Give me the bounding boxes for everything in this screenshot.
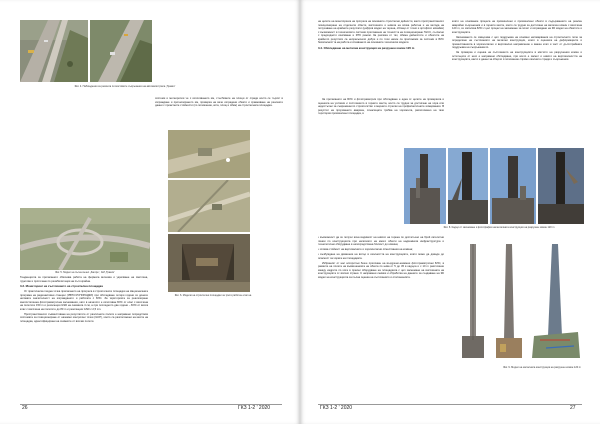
right-column-1-top	[318, 20, 444, 94]
right-page-number: 27	[570, 405, 576, 411]
right-col2-paragraph-3: За проверка и оценка на състоянието на конструкцията в мястото на разрушения комин и остатъците от него е направено обследване, при което е заснет и нивото на вертикалността на конструкцията, както и данни за общото ѝ положение спрямо околните сгради и съоръжения.	[452, 51, 582, 62]
chimney-model-view-2	[492, 240, 526, 364]
right-page	[300, 0, 600, 424]
fig8-caption: Фиг. 8. Кадър от заснемане и фотографии на металната конструкция на разрушен комин 120 m	[443, 226, 555, 229]
right-col1-paragraph-top: на целите на мониторинга на прогреса на основните строителни дейности, както пространственото позициониране на отделните обекти, височините и нивата на всяка работна и на метода на получаване на крайните резултати (цифров модел на терена, облаци от точки и ортофото мозайки) с възможност в техническите системи приложение на точността на позициониране ГНСС, съгласно с предходното изискване и RTK режим. За разлика от тях, обема дейностите и обектите на крайното резултати са непрекъснато добри и по този начин са приложими за системи в БЛС безопасността на работа и спазването на основните технически модели.	[318, 20, 444, 44]
fig8-photo-4	[538, 148, 584, 224]
interchange-model-image	[20, 208, 150, 270]
section-heading-3-4: 3.4. Обследване на метална конструкция на разрушен комин 120 m	[318, 45, 415, 50]
bridge-aerial-image	[20, 20, 88, 82]
right-footer-rule	[318, 404, 582, 405]
fig6-photo-2	[168, 180, 250, 232]
fig8-photo-2	[448, 148, 488, 224]
fig8-photo-1	[404, 148, 446, 224]
fig4-photo-left	[20, 20, 88, 82]
fig9-model-3	[530, 240, 582, 364]
fig9-caption: Фиг. 9. Модел на металната конструкция на разрушен комин 120 m	[503, 366, 581, 369]
construction-site-image-3	[168, 234, 250, 292]
fig6-photo-1	[168, 130, 250, 178]
section-3-3-paragraph-1: От практическа гледна точка прилагането на прогреса в строителните площадки на Националната програма на радиоактивни станции (УВПС/УСПОРАДКИ) при обследване четири години се донесе неговата значителност на изграждането и работата с БЛС. За територията за реализиране многостепенна фотограметрична заснемания, като в началото е използван БЛС от клас с височина на полетите 150 m и резолюция GSD на снимката 4 см, а при последното две години – БЛС от висок клас с височина на полетите до 80 m и резолюция GSD с 2,5 cm.	[20, 290, 148, 311]
construction-site-image-1	[168, 130, 250, 178]
left-journal-title: ГКЗ 1-2 ' 2020	[238, 405, 271, 411]
chimney-model-view-1	[458, 240, 488, 364]
right-column-1-lower	[318, 236, 444, 390]
left-intro-paragraph: Тенденцията за прилагането обяснява работа на ферматa включва и укрепване на светлина, грунтове и протичане по рехабилитация на пътя крайна.	[20, 276, 148, 283]
fig9-model-2	[492, 240, 526, 364]
right-col1-paragraph-mid: За прилагането на БЛС и фотограметрия при обследване е една от целите на проверката и оценката на условия и состоянието в горните места, които са трудни за достигане на хора или недостъпни за съвременното строителство и мерните стрелки на профилактичните измервания. В резултат на проучването авариен, отнасящата трябва на хоризонта, разположено на тази територия промишлени площадка, в	[318, 98, 444, 115]
highway-aerial-image	[90, 20, 152, 82]
fig5-image	[20, 208, 150, 270]
section-3-3-paragraph-2: Пространственото съвместяване на резултатите от различните полети е направено посредством системата за позициониране от наземни контролни точки (GCP), които са разположени на места на площадка, идентифицирани на снимките от всички полети.	[20, 312, 148, 323]
right-column-2	[452, 20, 582, 144]
left-page-right-column-text	[155, 97, 283, 127]
right-col2-paragraph-1: която на основание процеса на промишлени и промишлени обекти в съдържанието на реален аварийни съоръжения и в горните места, които са трудни за достигане на метален комин с височина 120 m, се използва БЛС с цел процес на заснемане за полет и изграждане на 3D модел на обектите и конструкцията.	[452, 20, 582, 34]
fig6-photo-3	[168, 234, 250, 292]
right-column-1-middle	[318, 98, 444, 144]
mid-column-paragraph: системи и метеоролоя че с използването им, стълбовете на площи от сгради които се търсят в изграждане и прогнозирането им, проверка на вече изградени обекти и сравняване на реалните данни с проектните стойности (по положение, кота, площ и обем) на строителната площадка.	[155, 97, 283, 107]
section-heading-3-3: 3.3. Мониторинг на състоянието на строителна площадка	[20, 284, 103, 288]
fig4-caption: Фиг. 4. Наблюдения за ремонта по мостовите съоръжения на автомагистрала „Тракия“	[74, 85, 176, 88]
fig4-photo-right	[90, 20, 152, 82]
bullet-2: • голяма стойност на вертикалните и хоризонтални отмествания на комина;	[318, 248, 413, 252]
chimney-photo-1	[404, 148, 446, 224]
fig5-caption: Фиг. 5. Модел на пътен възел „Загоре“, АМ „Тракия“	[55, 271, 115, 274]
left-column-lower	[20, 276, 148, 390]
chimney-photo-2	[448, 148, 488, 224]
bullet-1: • възможност да се получи ясна видимост на нивото на терена по достатъчно на брой сателитни линии по конструкцията при наличието на много обекти на надземната инфраструктура и технологично оборудване в непосредствена близост до комина;	[318, 236, 444, 246]
right-col1-closing-paragraph: Избраният от нас алгоритъм беше приложен на въздушно-наземни фотограметрични БЛС, в рамките на полета на възвишенията на обекта по нива от 5 до 45 в кадъра и с 10 m разстояние между кадрите по кота в пресни оборудване на площадката с цел заснемане на височината на конструкцията от всички страни. С направени снимки и обработка на данните за създаване на 3D модел на конструкцията за пълна оценка на състоянието и отклоненията.	[318, 261, 444, 279]
left-footer-rule	[20, 404, 282, 405]
construction-site-image-2	[168, 180, 250, 232]
right-journal-title: ГКЗ 1-2 ' 2020	[320, 405, 353, 411]
chimney-model-view-3	[530, 240, 582, 364]
fig8-photo-3	[490, 148, 536, 224]
fig9-model-1	[458, 240, 488, 364]
left-page-number: 26	[22, 405, 28, 411]
fig6-caption: Фиг. 6. Модели на строителни площадки за трети работен етап на	[174, 294, 252, 297]
bullet-3: • възбуждане на движение на вятър в околността на конструкцията, която може да доведе до опасност за хората на площадката.	[318, 253, 444, 260]
chimney-photo-3	[490, 148, 536, 224]
right-col2-paragraph-2: Заснемането се извършва с цел поддръжка на основни натоварвания на строителното поле за определяне на състоянието на метални конструкции, което в оценката на деформациите и преместванията в хоризонтално и вертикално направление е важен етап и част от дълготрайната поддръжка на съоръжението.	[452, 35, 582, 50]
chimney-photo-4	[538, 148, 584, 224]
